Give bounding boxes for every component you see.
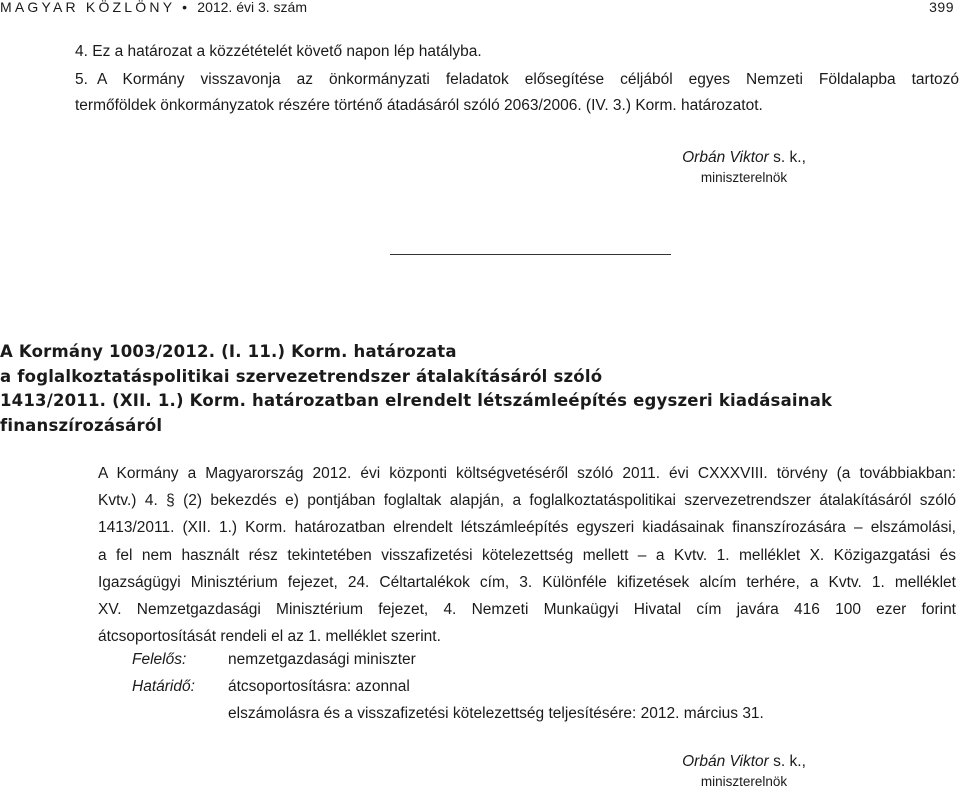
signatory-title-2: miniszterelnök [700,774,788,789]
page-number: 399 [929,0,954,15]
signatory-name-text: Orbán Viktor [682,149,769,166]
title-line-4: finanszírozásáról [0,415,163,435]
resolution-body [98,460,956,650]
page-header [0,0,960,14]
deadline-label: Határidő: [132,678,195,695]
journal-name: MAGYAR KÖZLÖNY [0,0,175,15]
item-5-line-1: A Kormány visszavonja az önkormányzati feladatok elősegítése céljából egyes Nemzeti Földalapba tartozó [97,71,959,88]
body-line: XV. Nemzetgazdasági Minisztérium fejezet, 4. Nemzeti Munkaügyi Hivatal cím javára 416 100 ezer forint [98,601,956,619]
body-line: átcsoportosítását rendeli el az 1. melléklet szerint. [98,628,441,646]
body-line: a fel nem használt rész tekintetében visszafizetési kötelezettség mellett – a Kvtv. 1. melléklet X. Közigazgatási és [98,546,956,564]
header-bullet: • [182,0,191,15]
resolution-title [0,340,950,438]
body-line: 1413/2011. (XII. 1.) Korm. határozatban elrendelt létszámleépítés egyszeri kiadásainak finanszírozására – elszámolási, [98,519,956,537]
section-divider [390,254,671,255]
responsible-value: nemzetgazdasági miniszter [228,651,416,668]
body-line: A Kormány a Magyarország 2012. évi központi költségvetéséről szóló 2011. évi CXXXVIII. törvény (a továbbiakban: [98,465,956,482]
title-line-1: A Kormány 1003/2012. (I. 11.) Korm. határozata [0,342,457,361]
deadline-value-2: elszámolásra és a visszafizetési kötelezettség teljesítésére: 2012. március 31. [228,705,764,722]
signature-block-2 [614,752,874,792]
title-line-2: a foglalkoztatáspolitikai szervezetrendszer átalakításáról szóló [0,366,603,386]
title-line-3: 1413/2011. (XII. 1.) Korm. határozatban elrendelt létszámleépítés egyszeri kiadásainak [0,391,833,410]
signatory-title: miniszterelnök [700,170,788,185]
signatory-suffix-2: s. k., [768,753,806,770]
item-5-number: 5. [75,71,88,88]
signatory-name [614,148,874,168]
item-5-line-2: termőföldek önkormányzatok részére történő átadásáról szóló 2063/2006. (IV. 3.) Korm. határozatot. [75,97,763,114]
item-5-text [75,67,959,119]
body-line: Igazságügyi Minisztérium fejezet, 24. Céltartalékok cím, 3. Különféle kifizetések alcím terhére, a Kvtv. 1. melléklet [98,573,956,591]
deadline-value-1: átcsoportosításra: azonnal [228,678,410,695]
signatory-name-2 [614,752,874,772]
signature-block [614,148,874,188]
item-4: 4. Ez a határozat a közzétételét követő napon lép hatályba. [75,43,482,60]
signatory-name-text-2: Orbán Viktor [682,753,769,770]
responsible-label: Felelős: [132,651,187,668]
journal-header [0,0,307,14]
signatory-suffix: s. k., [768,149,806,166]
issue-label: 2012. évi 3. szám [197,0,308,15]
body-line: Kvtv.) 4. § (2) bekezdés e) pontjában foglaltak alapján, a foglalkoztatáspolitikai szervezetrendszer átalakításáról szóló [98,492,956,510]
